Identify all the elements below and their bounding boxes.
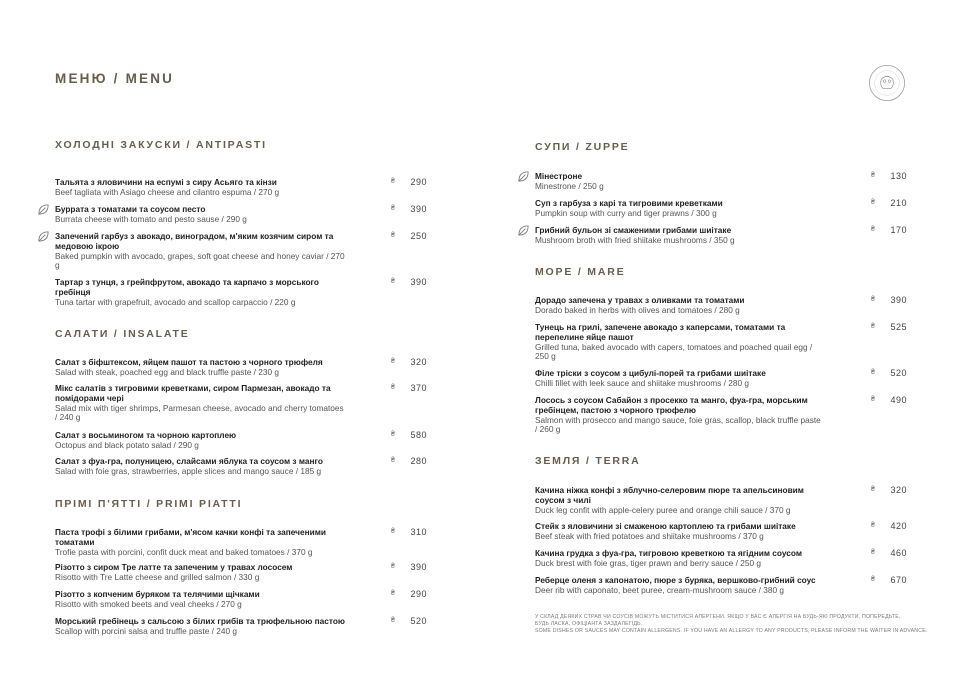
item-name-ua: Мікс салатів з тигровими креветками, сиром Пармезан, авокадо та помідорами чері: [55, 383, 331, 403]
item-price: 670: [890, 575, 907, 585]
currency-symbol: ₴: [391, 358, 395, 365]
currency-symbol: ₴: [391, 590, 395, 597]
menu-item: [55, 528, 425, 557]
menu-item: [535, 369, 905, 389]
item-name-ua: Салат з біфштексом, яйцем пашот та пастою з чорного трюфеля: [55, 357, 323, 367]
currency-symbol: ₴: [391, 431, 395, 438]
item-price: 370: [410, 383, 427, 393]
item-price: 525: [890, 322, 907, 332]
item-price: 460: [890, 548, 907, 558]
menu-item: [55, 617, 425, 637]
item-price: 390: [410, 204, 427, 214]
currency-symbol: ₴: [871, 369, 875, 376]
section-title: СУПИ / ZUPPE: [535, 141, 630, 153]
item-price: 210: [890, 198, 907, 208]
section-title: ЗЕМЛЯ / TERRA: [535, 455, 641, 467]
item-name-en: Beef steak with fried potatoes and shiitake mushrooms / 370 g: [535, 530, 764, 541]
section-title: САЛАТИ / INSALATE: [55, 328, 190, 340]
item-price: 520: [890, 368, 907, 378]
item-name-ua: Салат з фуа-гра, полуницею, слайсами яблука та соусом з манго: [55, 456, 323, 466]
item-name-en: Chilli fillet with leek sauce and shiitake mushrooms / 280 g: [535, 377, 749, 388]
menu-item: [55, 278, 425, 307]
section-title: ХОЛОДНІ ЗАКУСКИ / ANTIPASTI: [55, 139, 267, 151]
restaurant-logo-icon: [868, 64, 906, 102]
item-name-en: Trofie pasta with porcini, confit duck meat and baked tomatoes / 370 g: [55, 546, 313, 557]
currency-symbol: ₴: [871, 296, 875, 303]
page-title: МЕНЮ / MENU: [55, 71, 175, 86]
item-name-en: Minestrone / 250 g: [535, 180, 604, 191]
section-title: МОРЕ / MARE: [535, 266, 626, 278]
item-name-en: Octopus and black potato salad / 290 g: [55, 439, 199, 450]
menu-item: [535, 296, 905, 316]
allergen-notice-en: SOME DISHES OR SAUCES MAY CONTAIN ALLERGENS. IF YOU HAVE AN ALLERGY TO ANY PRODUCTS, PLEASE INFORM THE WAITER IN ADVANCE.: [535, 628, 928, 635]
item-name-en: Burrata cheese with tomato and pesto sause / 290 g: [55, 213, 247, 224]
currency-symbol: ₴: [391, 384, 395, 391]
menu-item: [535, 576, 905, 596]
currency-symbol: ₴: [391, 232, 395, 239]
section-terra: [535, 455, 907, 595]
currency-symbol: ₴: [391, 178, 395, 185]
menu-item: [55, 431, 425, 451]
item-name-en: Pumpkin soup with curry and tiger prawns / 300 g: [535, 207, 717, 218]
item-name-en: Grilled tuna, baked avocado with capers, tomatoes and poached quail egg / 250 g: [535, 341, 813, 362]
item-price: 320: [890, 485, 907, 495]
menu-item: [55, 384, 425, 423]
section-title: ПРІМІ П'ЯТТІ / PRIMI PIATTI: [55, 498, 243, 510]
item-price: 420: [890, 521, 907, 531]
item-name-en: Salmon with prosecco and mango sauce, foie gras, scallop, black truffle paste / 260 g: [535, 414, 821, 435]
item-name-en: Salad mix with tiger shrimps, Parmesan cheese, avocado and cherry tomatoes / 240 g: [55, 402, 344, 423]
item-name-ua: Різотто з сиром Тре латте та запеченим у травах лососем: [55, 562, 293, 572]
currency-symbol: ₴: [391, 457, 395, 464]
item-name-ua: Суп з гарбуза з карі та тигровими креветками: [535, 198, 723, 208]
item-name-ua: Грибний бульон зі смаженими грибами шиітаке: [535, 225, 732, 235]
currency-symbol: ₴: [871, 172, 875, 179]
currency-symbol: ₴: [391, 617, 395, 624]
item-name-en: Mushroom broth with fried shiitake mushrooms / 350 g: [535, 234, 735, 245]
menu-item: [535, 396, 905, 435]
item-price: 580: [410, 430, 427, 440]
item-price: 520: [410, 616, 427, 626]
item-price: 390: [410, 562, 427, 572]
menu-item: [55, 563, 425, 583]
currency-symbol: ₴: [391, 528, 395, 535]
currency-symbol: ₴: [871, 323, 875, 330]
item-name-ua: Паста трофі з білими грибами, м'ясом качки конфі та запеченими томатами: [55, 527, 326, 547]
menu-item: [55, 178, 425, 198]
item-price: 250: [410, 231, 427, 241]
menu-item: [535, 172, 905, 192]
menu-item: [55, 358, 425, 378]
menu-item: [55, 205, 425, 225]
menu-item: [55, 232, 425, 271]
section-zuppe: [535, 141, 907, 245]
menu-item: [55, 457, 425, 477]
item-name-ua: Качина грудка з фуа-гра, тигровою креветкою та ягідним соусом: [535, 548, 802, 558]
section-primi: [55, 498, 427, 636]
item-name-en: Salad with foie gras, strawberries, apple slices and mango sauce / 185 g: [55, 465, 322, 476]
menu-item: [535, 549, 905, 569]
item-name-en: Deer rib with caponato, beet puree, cream-mushroom sauce / 380 g: [535, 584, 785, 595]
item-name-ua: Дорадо запечена у травах з оливками та томатами: [535, 295, 745, 305]
menu-item: [535, 486, 905, 515]
item-name-en: Dorado baked in herbs with olives and tomatoes / 280 g: [535, 304, 740, 315]
menu-item: [535, 323, 905, 362]
item-price: 290: [410, 589, 427, 599]
item-price: 390: [410, 277, 427, 287]
currency-symbol: ₴: [391, 563, 395, 570]
currency-symbol: ₴: [871, 576, 875, 583]
item-name-ua: Тунець на грилі, запечене авокадо з каперсами, томатами та перепелине яйце пашот: [535, 322, 786, 342]
currency-symbol: ₴: [871, 486, 875, 493]
item-name-ua: Морський гребінець з сальсою з білих грибів та трюфельною пастою: [55, 616, 345, 626]
menu-item: [535, 199, 905, 219]
currency-symbol: ₴: [871, 226, 875, 233]
item-name-ua: Стейк з яловичини зі смаженою картоплею та грибами шиітаке: [535, 521, 796, 531]
vegetarian-leaf-icon: [37, 230, 50, 243]
item-name-ua: Запечений гарбуз з авокадо, виноградом, м'яким козячим сиром та медовою ікрою: [55, 231, 334, 251]
section-antipasti: [55, 139, 427, 307]
allergen-notice-ua-line2: БУДЬ ЛАСКА, ОФІЦІАНТА ЗАЗДАЛЕГІДЬ.: [535, 621, 643, 628]
item-name-ua: Салат з восьминогом та чорною картоплею: [55, 430, 237, 440]
section-insalate: [55, 328, 427, 476]
item-price: 320: [410, 357, 427, 367]
currency-symbol: ₴: [391, 278, 395, 285]
section-mare: [535, 266, 907, 435]
item-name-ua: Лосось з соусом Сабайон з просекко та манго, фуа-гра, морським гребінцем, пастою з чорного трюфелю: [535, 395, 808, 415]
currency-symbol: ₴: [871, 396, 875, 403]
item-name-ua: Тальята з яловичини на еспумі з сиру Асьяго та кінзи: [55, 177, 277, 187]
vegetarian-leaf-icon: [37, 203, 50, 216]
item-price: 310: [410, 527, 427, 537]
item-price: 290: [410, 177, 427, 187]
currency-symbol: ₴: [871, 522, 875, 529]
item-name-ua: Реберце оленя з капонатою, пюре з буряка, вершково-грибний соус: [535, 575, 816, 585]
item-name-en: Tuna tartar with grapefruit, avocado and scallop carpaccio / 220 g: [55, 296, 296, 307]
item-name-en: Baked pumpkin with avocado, grapes, soft goat cheese and honey caviar / 270 g: [55, 250, 345, 271]
item-name-ua: Буррата з томатами та соусом песто: [55, 204, 206, 214]
item-name-ua: Тартар з тунця, з грейпфрутом, авокадо та карпачо з морського гребінця: [55, 277, 319, 297]
item-price: 490: [890, 395, 907, 405]
item-name-en: Risotto with smoked beets and veal cheeks / 270 g: [55, 598, 242, 609]
item-name-ua: Філе тріски з соусом з цибулі-порей та грибами шиітаке: [535, 368, 766, 378]
item-name-ua: Качина ніжка конфі з яблучно-селеровим пюре та апельсиновим соусом з чилі: [535, 485, 804, 505]
item-price: 390: [890, 295, 907, 305]
item-name-en: Beef tagliata with Asiago cheese and cilantro espuma / 270 g: [55, 186, 280, 197]
item-name-ua: Мінестроне: [535, 171, 583, 181]
item-name-en: Salad with steak, poached egg and black truffle paste / 230 g: [55, 366, 280, 377]
item-name-en: Duck brest with foie gras, tiger prawn and berry sauce / 250 g: [535, 557, 761, 568]
currency-symbol: ₴: [391, 205, 395, 212]
item-name-ua: Різотто з копченим буряком та телячими щічками: [55, 589, 260, 599]
currency-symbol: ₴: [871, 199, 875, 206]
menu-item: [535, 226, 905, 246]
item-price: 170: [890, 225, 907, 235]
item-name-en: Scallop with porcini salsa and truffle paste / 240 g: [55, 625, 238, 636]
menu-item: [55, 590, 425, 610]
currency-symbol: ₴: [871, 549, 875, 556]
item-price: 130: [890, 171, 907, 181]
vegetarian-leaf-icon: [517, 224, 530, 237]
menu-item: [535, 522, 905, 542]
item-name-en: Duck leg confit with apple-celery puree and orange chili sauce / 370 g: [535, 504, 791, 515]
item-price: 280: [410, 456, 427, 466]
allergen-notice: [535, 614, 935, 636]
vegetarian-leaf-icon: [517, 170, 530, 183]
allergen-notice-ua-line1: У СКЛАД ДЕЯКИХ СТРАВ ЧИ СОУСІВ МОЖУТЬ МІСТИТИСЯ АЛЕРГЕНИ. ЯКЩО У ВАС Є АЛЕРГІЯ НА БУДЬ-ЯКІ ПРОДУКТИ, ПОПЕРЕДЬТЕ,: [535, 614, 901, 620]
item-name-en: Risotto with Tre Latte cheese and grilled salmon / 330 g: [55, 571, 260, 582]
